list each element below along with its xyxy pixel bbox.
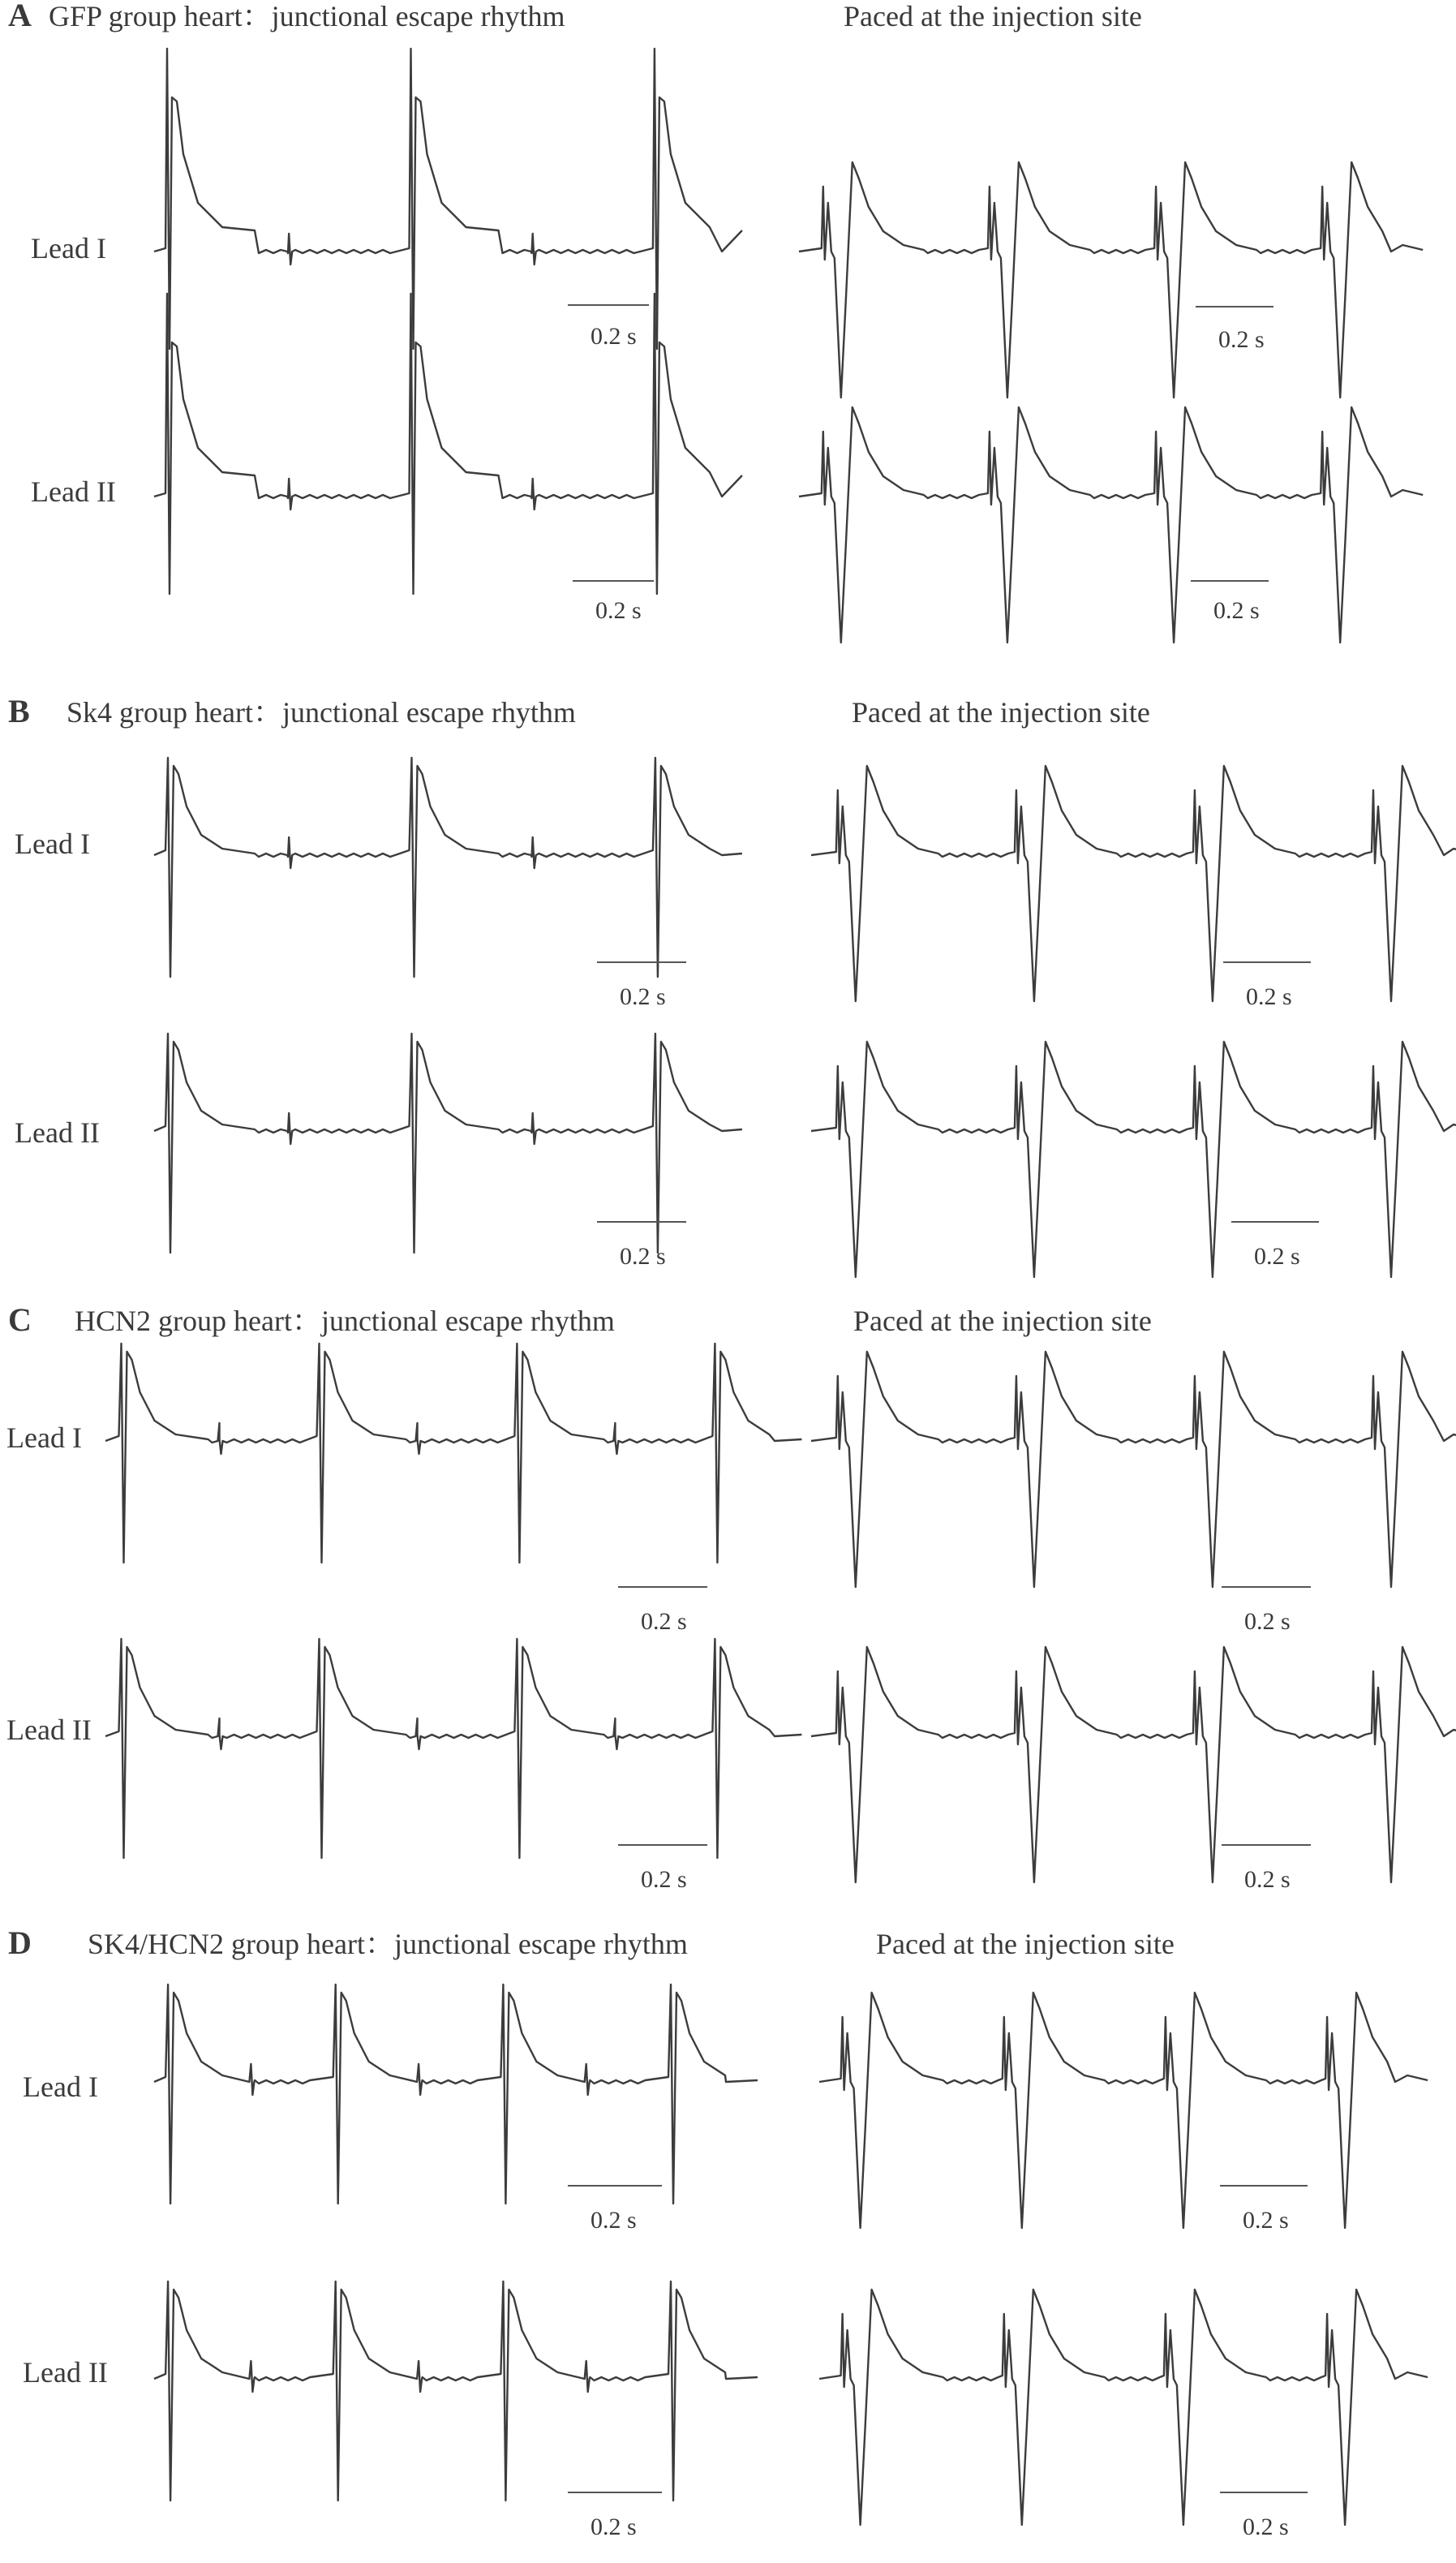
panel-letter: C (8, 1301, 32, 1338)
scale-bar-left-label: 0.2 s (620, 1243, 666, 1270)
panel-a (8, 0, 1423, 643)
lead-label: Lead I (6, 1421, 82, 1454)
lead-label: Lead I (31, 232, 106, 264)
ecg-trace-junctional (154, 294, 742, 594)
ecg-trace-junctional (105, 1639, 801, 1858)
right-title: Paced at the injection site (853, 1305, 1152, 1337)
ecg-trace-junctional (154, 2281, 758, 2501)
panel-b (8, 693, 1456, 1277)
ecg-trace-paced (819, 2290, 1428, 2525)
left-title: SK4/HCN2 group heart：junctional escape rhythm (88, 1928, 688, 1960)
scale-bar-left-label: 0.2 s (591, 323, 637, 350)
scale-bar-left-label: 0.2 s (591, 2207, 637, 2234)
ecg-trace-junctional (154, 1985, 758, 2204)
ecg-trace-paced (819, 1993, 1428, 2228)
lead-label: Lead I (23, 2071, 98, 2103)
scale-bar-right-label: 0.2 s (1244, 1866, 1291, 1893)
scale-bar-left-label: 0.2 s (595, 597, 642, 624)
ecg-trace-paced (799, 407, 1423, 643)
scale-bar-right-label: 0.2 s (1213, 597, 1260, 624)
ecg-trace-junctional (154, 758, 742, 977)
right-title: Paced at the injection site (844, 0, 1142, 32)
scale-bar-left-label: 0.2 s (620, 983, 666, 1010)
lead-label: Lead II (6, 1714, 92, 1746)
ecg-trace-paced (799, 162, 1423, 398)
scale-bar-left-label: 0.2 s (641, 1608, 687, 1635)
panel-d (8, 1924, 1428, 2540)
ecg-trace-paced (811, 1352, 1456, 1587)
right-title: Paced at the injection site (876, 1928, 1175, 1960)
scale-bar-right-label: 0.2 s (1243, 2207, 1289, 2234)
panel-letter: A (8, 0, 32, 33)
scale-bar-right-label: 0.2 s (1246, 983, 1292, 1010)
scale-bar-right-label: 0.2 s (1243, 2514, 1289, 2540)
scale-bar-right-label: 0.2 s (1254, 1243, 1300, 1270)
right-title: Paced at the injection site (852, 696, 1150, 729)
lead-label: Lead II (31, 475, 116, 508)
lead-label: Lead I (15, 828, 90, 860)
left-title: HCN2 group heart：junctional escape rhythm (75, 1305, 615, 1337)
panel-letter: B (8, 693, 30, 729)
scale-bar-right-label: 0.2 s (1244, 1608, 1291, 1635)
lead-label: Lead II (23, 2356, 108, 2389)
ecg-trace-junctional (105, 1344, 801, 1563)
ecg-trace-paced (811, 1042, 1456, 1277)
ecg-trace-paced (811, 766, 1456, 1001)
scale-bar-right-label: 0.2 s (1218, 326, 1265, 353)
ecg-trace-paced (811, 1647, 1456, 1882)
scale-bar-left-label: 0.2 s (591, 2514, 637, 2540)
panel-letter: D (8, 1924, 32, 1961)
panel-c (6, 1301, 1456, 1893)
left-title: Sk4 group heart：junctional escape rhythm (67, 696, 576, 729)
lead-label: Lead II (15, 1116, 100, 1149)
scale-bar-left-label: 0.2 s (641, 1866, 687, 1893)
left-title: GFP group heart：junctional escape rhythm (49, 0, 565, 32)
ecg-trace-junctional (154, 1034, 742, 1253)
